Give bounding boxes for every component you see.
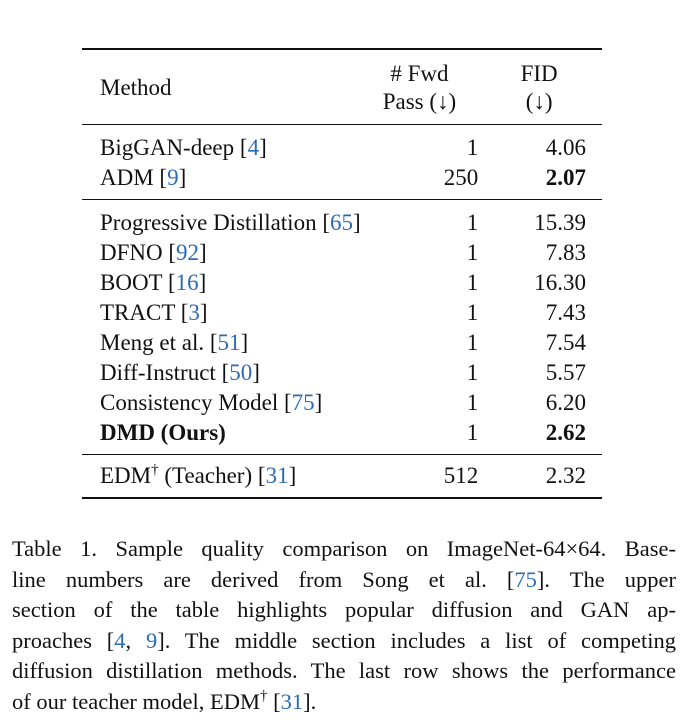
results-table-container [82, 48, 602, 499]
table-row [82, 238, 602, 268]
header-fwd-pass-line1: # Fwd [390, 61, 449, 86]
method-cell: Meng et al. [51] [100, 330, 249, 355]
fwd-pass-cell: 250 [443, 165, 479, 190]
method-name: Meng et al. [100, 330, 210, 355]
fid-cell: 7.43 [545, 300, 586, 325]
method-cell: BigGAN-deep [4] [100, 135, 267, 160]
citation-link[interactable]: 31 [280, 688, 304, 714]
fwd-pass-cell: 1 [466, 240, 479, 265]
method-name: DFNO [100, 240, 169, 265]
method-name: BigGAN-deep [100, 135, 240, 160]
table-row [82, 328, 602, 358]
fwd-pass-cell: 1 [466, 270, 479, 295]
caption-text: line numbers are derived from Song et al. [ [12, 566, 515, 592]
fwd-pass-cell: 1 [466, 420, 479, 445]
caption-text: diffusion distillation methods. The last row shows the performance [12, 658, 676, 683]
method-name: Consistency Model [100, 390, 284, 415]
citation-link[interactable]: 4 [114, 627, 126, 653]
header-fid [492, 49, 602, 125]
citation-link[interactable]: 9 [146, 627, 158, 653]
header-fwd-pass [361, 49, 493, 125]
table-row [82, 163, 602, 200]
fwd-pass-cell: 512 [443, 463, 479, 488]
citation-link[interactable]: 75 [514, 566, 537, 592]
fid-cell: 2.62 [545, 420, 586, 445]
citation-link[interactable]: 50 [229, 360, 253, 385]
citation-link[interactable]: 31 [265, 463, 289, 488]
caption-text: proaches [ [12, 627, 115, 653]
fwd-pass-cell: 1 [466, 135, 479, 160]
dagger-mark: † [260, 687, 268, 704]
table-row [82, 200, 602, 239]
method-cell: Diff-Instruct [50] [100, 360, 260, 385]
method-name-tail: (Teacher) [158, 463, 258, 488]
caption-text: ]. [303, 688, 317, 714]
citation-link[interactable]: 75 [291, 390, 315, 415]
table-row [82, 358, 602, 388]
method-name: TRACT [100, 300, 181, 325]
fid-cell: 7.83 [545, 240, 586, 265]
fwd-pass-cell: 1 [466, 210, 479, 235]
caption-text: of our teacher model, EDM [12, 688, 261, 714]
fid-cell: 15.39 [534, 210, 586, 235]
fwd-pass-cell: 1 [466, 360, 479, 385]
caption-text: , [125, 627, 146, 653]
caption-text: [ [267, 688, 281, 714]
table-row [82, 298, 602, 328]
header-fid-line2: (↓) [525, 89, 553, 114]
table-caption [12, 534, 676, 717]
table-header-row [82, 49, 602, 125]
method-cell [82, 418, 361, 455]
citation-link[interactable]: 65 [330, 210, 353, 235]
fid-cell: 5.57 [545, 360, 586, 385]
method-name: Progressive Distillation [100, 210, 323, 235]
caption-text: ]. The middle section includes a list of competing [157, 627, 676, 653]
table-row [82, 268, 602, 298]
fid-cell: 2.32 [545, 463, 586, 488]
fwd-pass-cell: 1 [466, 300, 479, 325]
fid-cell: 16.30 [534, 270, 586, 295]
header-fid-line1: FID [520, 61, 558, 86]
method-name: DMD (Ours) [100, 420, 226, 445]
table-row [82, 388, 602, 418]
header-fwd-pass-line2: Pass (↓) [382, 89, 457, 114]
method-cell: Progressive Distillation [65] [100, 210, 361, 235]
method-cell: Consistency Model [75] [100, 390, 323, 415]
method-name: ADM [100, 165, 160, 190]
method-name: BOOT [100, 270, 168, 295]
citation-link[interactable]: 92 [176, 240, 200, 265]
fid-cell: 6.20 [545, 390, 586, 415]
table-row [82, 418, 602, 455]
citation-link[interactable]: 51 [217, 330, 241, 355]
method-name: EDM [100, 463, 152, 488]
caption-text: section of the table highlights popular diffusion and GAN ap- [12, 597, 676, 622]
caption-text: Table 1. Sample quality comparison on ImageNet-64×64. Base- [12, 536, 676, 561]
citation-link[interactable]: 3 [188, 300, 200, 325]
caption-line [12, 595, 676, 626]
fid-cell: 4.06 [545, 135, 586, 160]
fid-cell: 7.54 [545, 330, 586, 355]
fid-cell: 2.07 [545, 165, 586, 190]
caption-line [12, 656, 676, 687]
header-method: Method [100, 75, 172, 100]
caption-line [12, 565, 676, 596]
fwd-pass-cell: 1 [466, 330, 479, 355]
fwd-pass-cell: 1 [466, 390, 479, 415]
caption-text: ]. The upper [536, 566, 676, 592]
method-cell: ADM [9] [100, 165, 187, 190]
caption-line [12, 626, 676, 657]
method-cell: BOOT [16] [100, 270, 207, 295]
method-cell: EDM† (Teacher) [31] [100, 462, 297, 488]
dagger-mark: † [151, 462, 159, 478]
table-row [82, 455, 602, 499]
citation-link[interactable]: 4 [247, 135, 260, 160]
caption-line [12, 687, 676, 718]
method-name: Diff-Instruct [100, 360, 222, 385]
caption-line [12, 534, 676, 565]
citation-link[interactable]: 9 [167, 165, 179, 190]
table-row [82, 125, 602, 164]
method-cell: TRACT [3] [100, 300, 208, 325]
citation-link[interactable]: 16 [175, 270, 199, 295]
method-cell: DFNO [92] [100, 240, 207, 265]
results-table [82, 48, 602, 499]
